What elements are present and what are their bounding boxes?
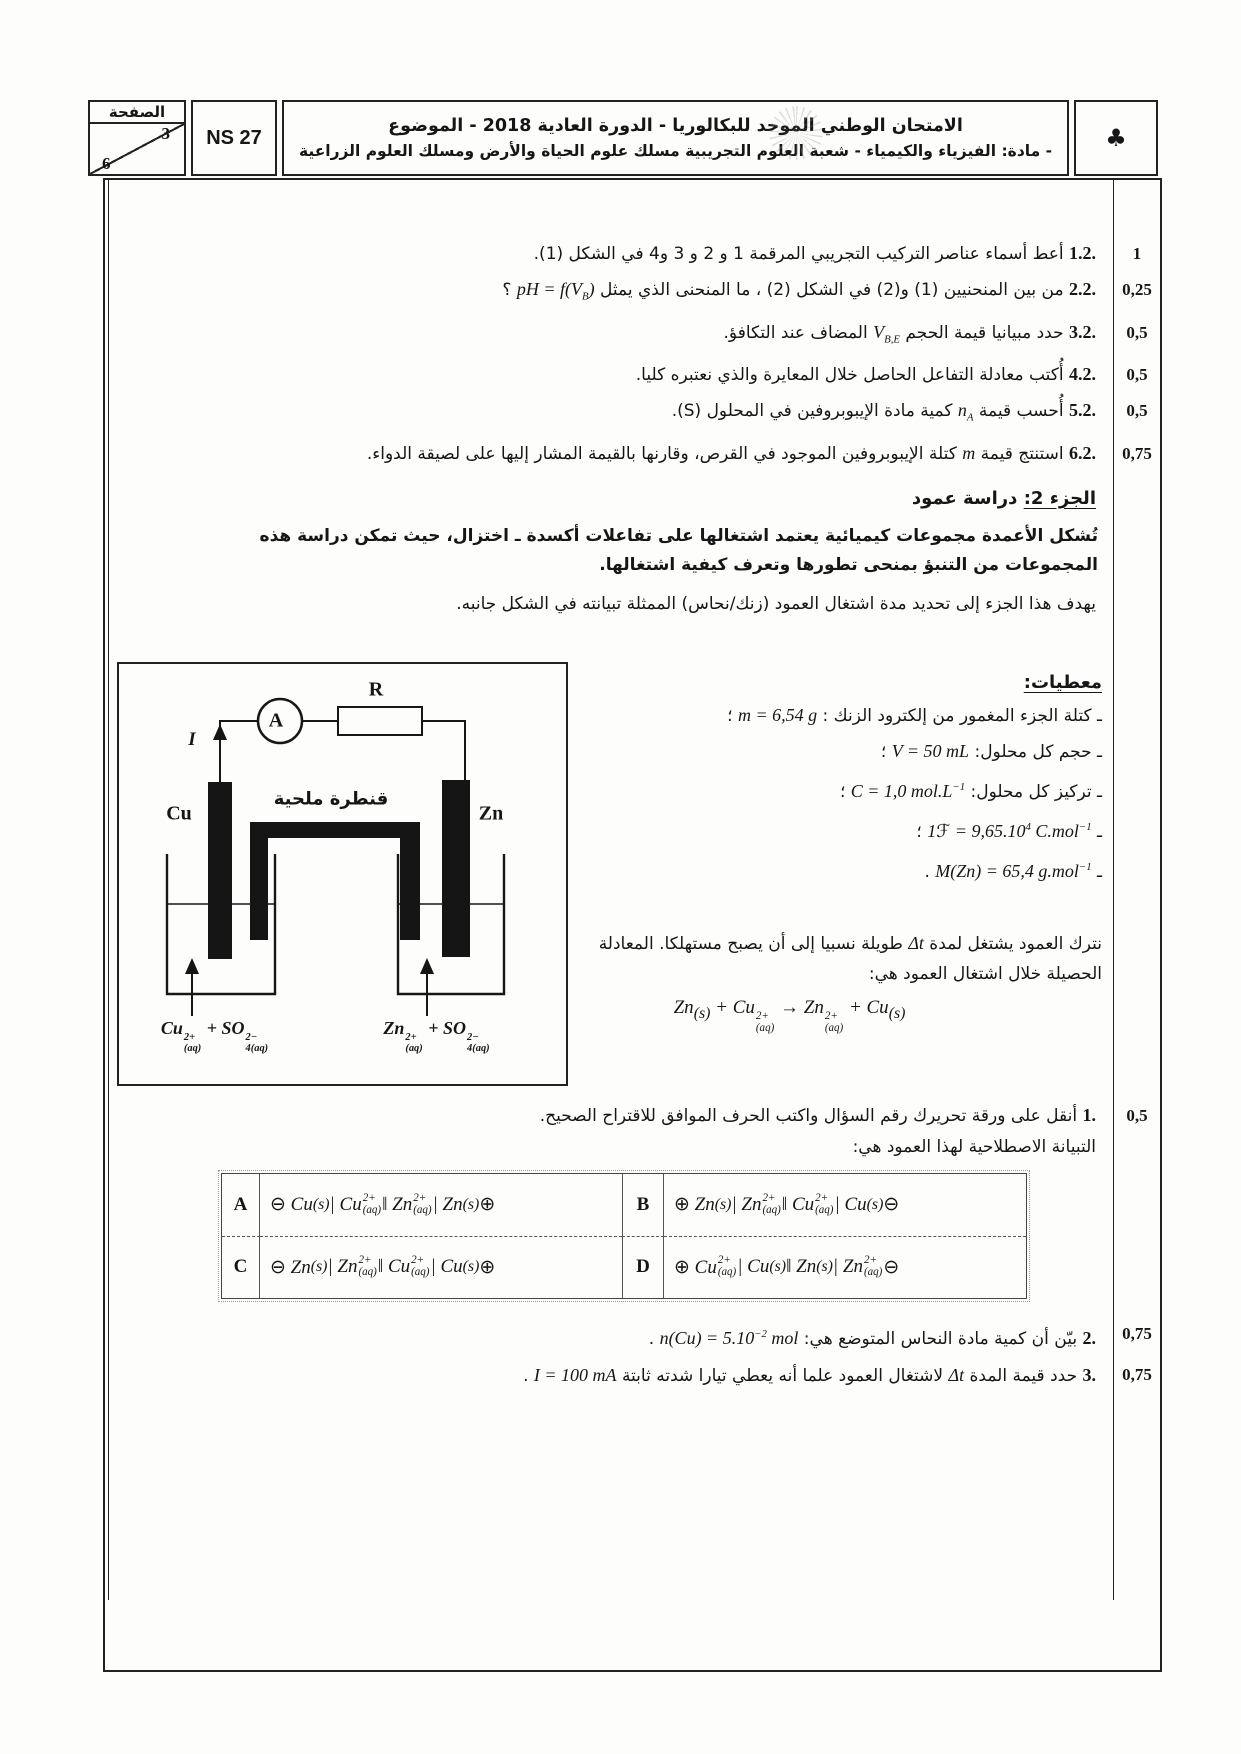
data-item-formula: 1ℱ = $9,65.10^4$ C.mol$^{-1}$ — [927, 820, 1092, 841]
qtext-5-2: أُحسب قيمة — [978, 401, 1064, 422]
qtext-3-2: حدد مبيانيا قيمة الحجم — [905, 322, 1064, 343]
part2-aim: يهدف هذا الجزء إلى تحديد مدة اشتغال العمود (زنك/نحاس) الممثلة تبيانته في الشكل جانبه. — [456, 593, 1096, 614]
salt-bridge-label: قنطرة ملحية — [273, 788, 389, 810]
question-row-6-2 — [117, 436, 1152, 472]
q2-after: . — [648, 1328, 655, 1349]
data-item-text: ـ تركيز كل محلول: — [970, 781, 1102, 802]
data-item-molar-mass — [587, 850, 1102, 890]
cu-electrode — [208, 782, 232, 959]
qformula-3-2: $V_{B,E}$ — [873, 321, 901, 346]
qformula-5-2: $n_A$ — [957, 400, 974, 424]
data-item-sep: ؛ — [916, 821, 922, 842]
part2-title-rest: دراسة عمود — [911, 487, 1018, 509]
data-heading — [587, 668, 1102, 698]
zn-electrode — [442, 780, 470, 957]
q2-text: بيّن أن كمية مادة النحاس المتوضع هي: — [803, 1328, 1078, 1349]
cell-figure — [117, 662, 568, 1086]
clover-icon: ♣ — [1105, 124, 1127, 152]
data-item-formula: V = 50 mL — [891, 740, 970, 761]
page-fraction — [90, 124, 184, 174]
qafter-6-2: كتلة الإيبوبروفين الموجود في القرص، وقارنها بالقيمة المشار إليها على لصيقة الدواء. — [366, 443, 957, 464]
mark-1-2: 1 — [1132, 244, 1142, 263]
question-row-4-2 — [117, 357, 1148, 393]
q3-text-mid: لاشتغال العمود علما أنه يعطي تيارا شدته ثابتة — [621, 1365, 944, 1386]
data-item-sep: ؛ — [880, 741, 887, 762]
mark-6-2: 0,75 — [1122, 443, 1152, 463]
qnum-4-2: 4.2. — [1069, 364, 1096, 385]
options-table — [221, 1173, 1027, 1299]
resistor-box — [338, 707, 422, 735]
q3-text: حدد قيمة المدة — [969, 1365, 1078, 1386]
page-current: 3 — [161, 124, 170, 143]
data-item-text: ـ — [1097, 861, 1102, 882]
qtext-2-2: من بين المنحنيين (1) و(2) في الشكل (2) ، ما المنحنى الذي يمثل — [599, 280, 1064, 300]
operation-paragraph — [587, 928, 1102, 989]
current-label: I — [188, 728, 196, 750]
data-item-text: ـ — [1097, 821, 1102, 842]
question-row-3-2 — [117, 315, 1148, 358]
option-label-c: C — [222, 1236, 260, 1298]
mark-2-2: 0,25 — [1122, 280, 1152, 299]
mark-5-2: 0,5 — [1126, 401, 1148, 421]
exam-title-line1: الامتحان الوطني الموحد للبكالوريا - الدورة العادية 2018 - الموضوع — [388, 116, 963, 136]
question-row-1-2 — [117, 236, 1142, 272]
content-area — [117, 180, 1152, 1602]
label-arrowhead-right — [420, 958, 434, 974]
option-label-b: B — [622, 1174, 664, 1236]
question-row-5-2 — [117, 393, 1148, 436]
qnum-5-2: 5.2. — [1069, 400, 1096, 421]
mark-q1: 0,5 — [1126, 1105, 1148, 1125]
operation-text: نترك العمود يشتغل لمدة — [929, 933, 1102, 954]
qafter-3-2: المضاف عند التكافؤ. — [723, 322, 868, 343]
exam-title-box — [282, 100, 1069, 176]
q1-line1: أنقل على ورقة تحريرك رقم السؤال واكتب الحرف الموافق للاقتراح الصحيح. — [539, 1105, 1078, 1126]
data-item-text: ـ كتلة الجزء المغمور من إلكترود الزنك : — [822, 705, 1102, 726]
data-item-mass — [587, 698, 1102, 734]
option-notation-c: ⊖ Zn (s) | Zn 2+ (aq) ‖ Cu 2+ (aq) | Cu (s) ⊕ — [260, 1236, 622, 1298]
data-column — [587, 624, 1102, 1035]
operation-formula: Δt — [908, 932, 924, 953]
operation-text-after: طويلة نسبيا إلى أن يصبح مستهلكا. المعادلة الحصيلة خلال اشتغال العمود هي: — [598, 933, 1102, 984]
page-label: الصفحة — [90, 102, 184, 124]
mark-q2: 0,75 — [1122, 1323, 1152, 1343]
question-row-2-2 — [117, 272, 1152, 315]
qtext-4-2: أُكتب معادلة التفاعل الحاصل خلال المعايرة والذي نعتبره كليا. — [635, 365, 1064, 386]
q2-formula: $n(Cu) = 5.10^{-2}$ mol — [659, 1327, 799, 1348]
qtext-6-2: استنتج قيمة — [980, 443, 1064, 464]
qnum-q2: 2. — [1082, 1327, 1096, 1348]
data-item-faraday — [587, 810, 1102, 850]
mark-3-2: 0,5 — [1126, 322, 1148, 342]
figure-and-data-row — [117, 624, 1102, 1086]
solution-right-label: Zn 2+ (aq) + SO 2− 4(aq) — [383, 1017, 490, 1054]
page-number-box — [88, 100, 186, 176]
question-row-3 — [117, 1358, 1152, 1393]
data-item-sep: ؛ — [727, 705, 733, 726]
q1-line2: التبيانة الاصطلاحية لهذا العمود هي: — [852, 1136, 1096, 1157]
option-notation-d: ⊕ Cu 2+ (aq) | Cu (s) ‖ Zn (s) | Zn 2+ (aq) ⊖ — [664, 1236, 1026, 1298]
qnum-q1: 1. — [1082, 1104, 1096, 1125]
mark-4-2: 0,5 — [1126, 365, 1148, 385]
part2-title — [117, 484, 1102, 514]
zn-label: Zn — [478, 802, 504, 825]
qnum-6-2: 6.2. — [1069, 442, 1096, 463]
footer-strip — [103, 1600, 1162, 1672]
data-item-formula: M(Zn) = 65,4 g.mol$^{-1}$ — [935, 860, 1092, 881]
wire-left — [220, 721, 258, 784]
option-notation-b: ⊕ Zn (s) | Zn 2+ (aq) ‖ Cu 2+ (aq) | Cu (s) ⊖ — [674, 1191, 900, 1216]
qformula-6-2: m — [962, 442, 976, 463]
option-notation-a: ⊖ Cu (s) | Cu 2+ (aq) ‖ Zn 2+ (aq) | Zn (s) ⊕ — [270, 1191, 496, 1216]
wire-right — [422, 721, 465, 782]
qnum-3-2: 3.2. — [1069, 321, 1096, 342]
exam-code-box: NS 27 — [191, 100, 277, 176]
data-item-formula: m = 6,54 g — [737, 704, 818, 725]
qnum-q3: 3. — [1082, 1364, 1096, 1385]
qnum-1-2: 1.2. — [1069, 243, 1096, 263]
salt-bridge-bar — [250, 822, 420, 838]
main-frame — [103, 178, 1162, 1604]
resistor-label: R — [368, 678, 384, 701]
q3-formula-dt: Δt — [948, 1364, 965, 1385]
option-label-d: D — [622, 1236, 664, 1298]
corner-box — [1074, 100, 1158, 176]
label-arrowhead-left — [185, 958, 199, 974]
question-row-2 — [117, 1317, 1152, 1356]
qnum-2-2: 2.2. — [1069, 279, 1096, 299]
cell-equation: $Zn_{(s)} + Cu$ 2+ (aq) → Zn 2+ (aq) + $Cu_{(s)}$ — [673, 996, 906, 1034]
data-item-volume — [587, 734, 1102, 770]
current-arrowhead — [213, 724, 227, 740]
qformula-2-2: pH = $f(V_B)$ — [516, 279, 595, 303]
q3-after: . — [523, 1365, 529, 1386]
ammeter-label: A — [268, 709, 284, 732]
sunburst-watermark — [769, 106, 823, 160]
mark-q3: 0,75 — [1122, 1364, 1152, 1384]
data-item-formula: C = 1,0 $mol.L^{-1}$ — [850, 780, 966, 801]
qafter-2-2: ؟ — [502, 280, 512, 300]
part2-title-label: الجزء 2: — [1023, 487, 1096, 509]
qafter-5-2: كمية مادة الإيبوبروفين في المحلول (S). — [671, 401, 953, 422]
salt-bridge-leg-right — [400, 822, 420, 940]
exam-title-line2: - مادة: الفيزياء والكيمياء - شعبة العلوم التجريبية مسلك علوم الحياة والأرض ومسلك العلوم الزراعية — [298, 142, 1053, 160]
data-item-sep: . — [924, 861, 930, 882]
data-heading-text: معطيات: — [1023, 671, 1102, 693]
option-label-a: A — [222, 1174, 260, 1236]
data-item-sep: ؛ — [839, 781, 846, 802]
cu-label: Cu — [166, 802, 192, 825]
salt-bridge-leg-left — [250, 822, 268, 940]
part2-intro: تُشكل الأعمدة مجموعات كيميائية يعتمد اشتغالها على تفاعلات أكسدة ـ اختزال، حيث تمكن دراسة هذه المجموعات من التنبؤ بمنحى تطورها وتعرف كيفية اشتغالها. — [259, 525, 1098, 575]
page-total: 6 — [102, 154, 111, 173]
data-item-text: ـ حجم كل محلول: — [974, 741, 1102, 762]
solution-left-label: Cu 2+ (aq) + SO 2− 4(aq) — [160, 1017, 269, 1054]
data-item-concentration — [587, 770, 1102, 810]
qtext-1-2: أعط أسماء عناصر التركيب التجريبي المرقمة 1 و 2 و 3 و4 في الشكل (1). — [533, 244, 1064, 264]
header — [88, 100, 1158, 176]
q3-formula-current: I = 100 mA — [533, 1364, 617, 1385]
question-row-1 — [117, 1100, 1148, 1163]
